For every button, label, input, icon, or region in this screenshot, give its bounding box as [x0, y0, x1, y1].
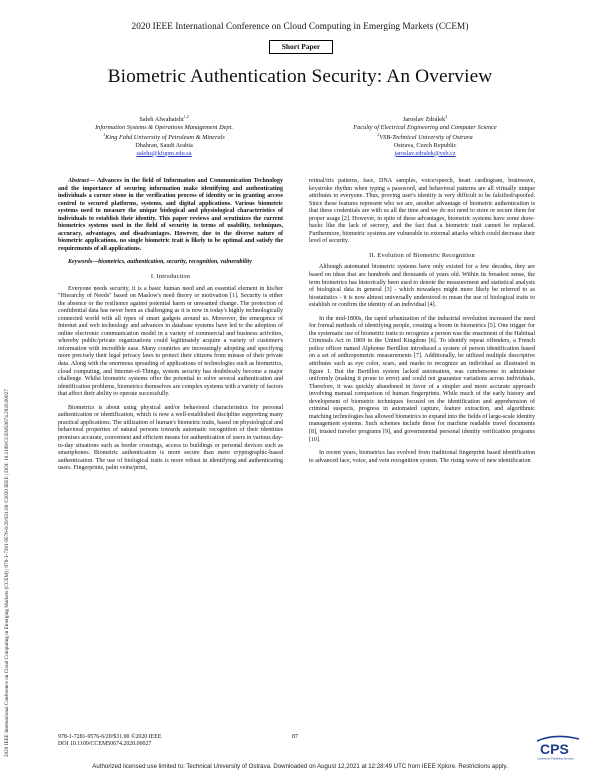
section-heading-introduction: I. Introduction [150, 273, 191, 281]
author-affil-sup: 2 [377, 132, 380, 138]
author-city: Ostrava, Czech Republic [393, 141, 457, 149]
abstract-text: Advances in the field of Information and Communication Technology and the importance of securing information make identifying and authenticating individuals a corner stone in the verification process of identity or in granting access control to secured platforms, systems, and digital applications. Various biometric systems used to measure the unique biological and physiological characteristics of individuals to establish their identity. This paper reviews and scrutinizes the current biometrics systems used in the field of security in terms of usability, techniques, accuracy, advantages, and disadvantages. However, due to the diverse nature of biometric applications, no single biometric trait is likely to be optimal and satisfy the requirements of all applications. [58, 178, 283, 252]
author-name: Jaroslav Zdrálek [402, 116, 446, 124]
cps-logo-subtitle: Conference Publishing Services [537, 757, 574, 761]
sidebar-citation: 2020 IEEE International Conference on Cloud Computing in Emerging Markets (CCEM) | 978-1-7281-9576-6/20/$31.00 ©2020 IEEE | DOI: 10.1109/CCEM50674.2020.00027 [4, 389, 10, 757]
intro-paragraph-2: Biometrics is about using physical and/or behavioral characteristics for personal authentication or identification, which is now a well-established discipline supporting many practical applications. The utilization of human's biometric traits, based on physiological and behavioral properties of natural persons towards automatic recognition of their identities promises accurate, convenient and efficient means for authentication of users in various day-to-day situations such as border crossings, access to buildings or personal devices such as smartphones. Biometric authentication is more secure than mere cryptographic-based authentication. The use of biological traits is more robust in identifying and authenticating users. Fingerprints, palm veins/print, [58, 404, 283, 472]
author-city: Dhahran, Saudi Arabia [135, 141, 193, 149]
intro-paragraph-1: Everyone needs security, it is a basic human need and an essential element in his/her "Hierarchy of Needs" based on Maslow's need theory or motivation [1]. Security is either the absence or the resilience against potential harm or unwanted change. The protection of confidential data has never been as challenging as it is now in today's highly technologically connected world with all types of smart gadgets around us. Moreover, the emergence of Internet and web technology and advances in database systems have led to the adoption of online electronic communication model in a variety of commercial and business activities, whereby public/private organizations could legitimately acquire a variety of customer's information with incredible ease. Many countries are increasingly adopting and specifying more precisely their legal privacy laws to protect their citizens from misuse of their private data. Along with the enormous spreading of applications of technologies such as biometrics, cloud computing, and Internet-of-Things, system security has doubtlessly become a major challenge. Whilst biometric systems offer the potential to solve several authentication and identification problems, biometrics themselves are complex systems with a variety of factors that affect their ability to operate successfully. [58, 285, 283, 398]
evolution-paragraph-3: In recent years, biometrics has evolved from traditional fingerprint based identification to advanced face, voice, and vein recognition system. The rising wave of new identification [309, 450, 535, 464]
cps-logo-icon [535, 735, 585, 761]
evolution-paragraph-1: Although automated biometric systems have only existed for a few decades, they are based on ideas that are hundreds and thousands of years old. Within its broadest sense, the term biometrics has historically been used to denote the measurement and statistical analysis of biological data in general [3] - which nowadays might more likely be referred to as biostatistics - it is now almost universally understood to mean the use of biological traits to establish or confirm the identity of an individual [4]. [309, 264, 535, 309]
author-sup: 1,2 [183, 114, 189, 119]
download-notice: Authorized licensed use limited to: Technical University of Ostrava. Downloaded on August 12,2021 at 12:28:49 UTC from IEEE Xplore. Restrictions apply. [92, 763, 508, 770]
author-affil-sup: 1 [103, 132, 106, 138]
left-column [58, 178, 283, 473]
author-university: King Fahd University of Petroleum & Minerals [105, 134, 225, 142]
author-affiliation: Information Systems & Operations Management Dept. [95, 123, 233, 131]
page-number: 87 [292, 734, 298, 740]
author-block-1 [64, 113, 264, 157]
conference-header: 2020 IEEE International Conference on Cloud Computing in Emerging Markets (CCEM) [131, 21, 469, 31]
abstract-label: Abstract— [68, 178, 95, 184]
evolution-paragraph-2: In the mid-1800s, the rapid urbanization of the industrial revolution increased the need for formal methods of identifying people, creating a boom in biometrics [5]. One trigger for the systematic use of biometric traits to recognize a person was the enactment of the Habitual Criminals Act in 1869 in the United Kingdom [6]. To identify repeat offenders, a French police officer named Alphonse Bertillon introduced a system of person identification based on a set of anthropometric measurements [7]. Additionally, he utilized multiple descriptive attributes such as eye color, scars, and marks to recognize an individual as illustrated in figure 1. But the Bertillon system lacked automation, was cumbersome to administer uniformly (making it prone to error) and could not guarantee variations across individuals. Therefore, it was quickly abandoned in favor of a simpler and more accurate approach involving manual comparison of human fingerprints. While much of the early history and development of biometric techniques focused on the identification and apprehension of criminal suspects, progress in automated capture, feature extraction, and algorithmic matching technologies has allowed biometrics to expand into the fields of large-scale identity management systems. Such schemes include those for machine readable travel documents [8], trusted traveler programs [9], and governmental personal identity verification programs [10]. [309, 315, 535, 443]
right-column [309, 178, 535, 465]
footer-isbn: 978-1-7281-9576-6/20/$31.00 ©2020 IEEE [58, 734, 162, 740]
keywords-label: Keywords— [68, 259, 99, 266]
cps-logo [535, 735, 585, 761]
author-email-link[interactable]: jaroslav.zdralek@vsb.cz [394, 149, 456, 157]
abstract [58, 178, 283, 253]
short-paper-badge: Short Paper [269, 40, 333, 54]
cps-logo-text: CPS [540, 741, 569, 757]
author-email-link[interactable]: salehs@kfupm.edu.sa [136, 149, 192, 157]
right-paragraph-1: retinal/iris patterns, face, DNA samples, voice/speech, heart cardiogram, brainwave, keystroke rhythm when typing a password, and behavioral patterns are all virtually unique attributes to everyone. Thus, proving user's identity is very difficult to be falsified/spoofed. Since these features represent who we are, another advantage of biometric authentication is that these credentials are with us all the time and we do not need to store or secure them for proper usage [2]. However, in spite of these advantages, biometric systems have some draw-backs like the lack of secrecy, and the fact that a biometric trait cannot be replaced. Furthermore, biometric systems are vulnerable to external attacks which could decrease their level of security. [309, 178, 535, 245]
footer-doi: DOI 10.1109/CCEM50674.2020.00027 [58, 741, 152, 747]
keywords [58, 259, 283, 267]
author-block-2 [315, 113, 535, 157]
paper-title: Biometric Authentication Security: An Overview [107, 66, 493, 87]
author-sup: 2 [445, 114, 448, 119]
keywords-text: biometrics, authentication, security, recognition, vulnerability [98, 259, 252, 266]
section-heading-evolution: II. Evolution of Biometric Recognition [369, 251, 475, 259]
author-university: VSB-Technical University of Ostrava [379, 134, 473, 142]
author-affiliation: Faculty of Electrical Engineering and Computer Science [353, 123, 497, 131]
author-name: Saleh Alwahaishi [139, 116, 184, 124]
